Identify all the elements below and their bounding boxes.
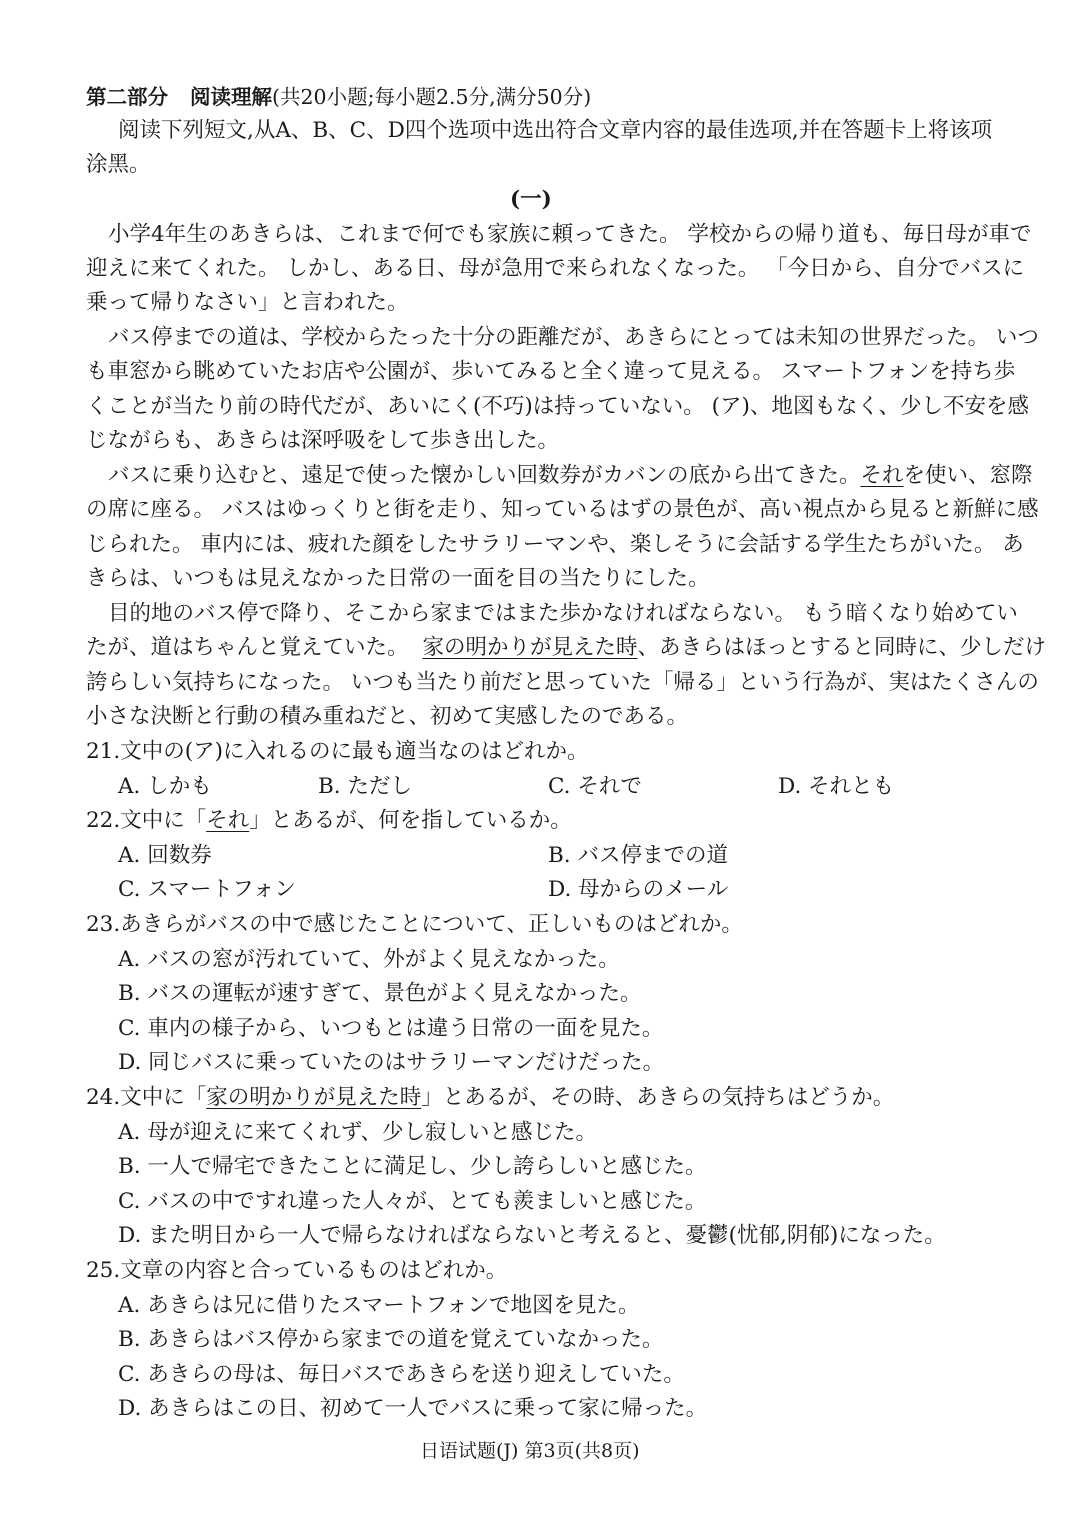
section-scoring: (共20小题;每小题2.5分,满分50分) bbox=[272, 85, 592, 109]
question-24-option-d[interactable]: D. また明日から一人で帰らなければならないと考えると、憂鬱(忧郁,阴郁)になった。 bbox=[118, 1223, 946, 1248]
section-instruction-line-1: 阅读下列短文,从A、B、C、D四个选项中选出符合文章内容的最佳选项,并在答题卡上将该项 bbox=[118, 118, 993, 143]
underlined-house-lights: 家の明かりが見えた時 bbox=[422, 635, 638, 660]
section-header bbox=[86, 80, 591, 114]
question-22-underlined: それ bbox=[206, 808, 250, 833]
passage-line: 誇らしい気持ちになった。 いつも当たり前だと思っていた「帰る」という行為が、実はたくさんの bbox=[86, 670, 1039, 695]
passage-text: たが、道はちゃんと覚えていた。 bbox=[86, 635, 409, 660]
question-24-stem-text: 」とあるが、その時、あきらの気持ちはどうか。 bbox=[421, 1085, 895, 1110]
question-25-option-c[interactable]: C. あきらの母は、毎日バスであきらを送り迎えしていた。 bbox=[118, 1362, 685, 1387]
question-21-option-d[interactable]: D. それとも bbox=[778, 774, 895, 799]
question-24-option-a[interactable]: A. 母が迎えに来てくれず、少し寂しいと感じた。 bbox=[118, 1120, 597, 1145]
underlined-sore: それ bbox=[860, 463, 904, 488]
section-part-label: 第二部分 bbox=[86, 85, 168, 109]
question-23-option-d[interactable]: D. 同じバスに乗っていたのはサラリーマンだけだった。 bbox=[118, 1050, 665, 1075]
question-21-option-c[interactable]: C. それで bbox=[548, 774, 642, 799]
passage-line: の席に座る。 バスはゆっくりと街を走り、知っているはずの景色が、高い視点から見ると新鮮に感 bbox=[86, 497, 1039, 522]
passage-line: 小学4年生のあきらは、これまで何でも家族に頼ってきた。 学校からの帰り道も、毎日母が車で bbox=[108, 222, 1032, 247]
question-21-stem: 21.文中の(ア)に入れるのに最も適当なのはどれか。 bbox=[86, 739, 589, 764]
page-footer: 日语试题(J) 第3页(共8页) bbox=[420, 1440, 640, 1462]
section-title: 阅读理解 bbox=[190, 85, 272, 109]
question-25-option-b[interactable]: B. あきらはバス停から家までの道を覚えていなかった。 bbox=[118, 1327, 664, 1352]
question-24-stem-text: 24.文中に「 bbox=[86, 1085, 207, 1110]
question-24-stem bbox=[86, 1081, 894, 1115]
passage-line: バス停までの道は、学校からたった十分の距離だが、あきらにとっては未知の世界だった。 いつ bbox=[108, 325, 1039, 350]
passage-text: 、あきらはほっとすると同時に、少しだけ bbox=[637, 635, 1047, 660]
passage-line: 迎えに来てくれた。 しかし、ある日、母が急用で来られなくなった。 「今日から、自分でバスに bbox=[86, 256, 1025, 281]
question-24-option-c[interactable]: C. バスの中ですれ違った人々が、とても羨ましいと感じた。 bbox=[118, 1189, 707, 1214]
question-25-option-a[interactable]: A. あきらは兄に借りたスマートフォンで地図を見た。 bbox=[118, 1293, 640, 1318]
question-24-option-b[interactable]: B. 一人で帰宅できたことに満足し、少し誇らしいと感じた。 bbox=[118, 1154, 707, 1179]
passage-line bbox=[108, 459, 1033, 493]
passage-text: バスに乗り込むと、遠足で使った懐かしい回数券がカバンの底から出てきた。 bbox=[108, 463, 861, 488]
question-23-option-b[interactable]: B. バスの運転が速すぎて、景色がよく見えなかった。 bbox=[118, 981, 642, 1006]
section-instruction-line-2: 涂黑。 bbox=[86, 152, 151, 177]
question-21-option-b[interactable]: B. ただし bbox=[318, 774, 412, 799]
question-22-stem-text: 22.文中に「 bbox=[86, 808, 207, 833]
passage-text: を使い、窓際 bbox=[903, 463, 1033, 488]
passage-line: じられた。 車内には、疲れた顔をしたサラリーマンや、楽しそうに会話する学生たちがいた。 あ bbox=[86, 532, 1024, 557]
passage-line bbox=[86, 631, 1046, 665]
question-22-option-c[interactable]: C. スマートフォン bbox=[118, 877, 296, 902]
passage-line: も車窓から眺めていたお店や公園が、歩いてみると全く違って見える。 スマートフォンを持ち歩 bbox=[86, 359, 1016, 384]
question-24-underlined: 家の明かりが見えた時 bbox=[206, 1085, 422, 1110]
passage-line: 乗って帰りなさい」と言われた。 bbox=[86, 290, 409, 315]
question-25-option-d[interactable]: D. あきらはこの日、初めて一人でバスに乗って家に帰った。 bbox=[118, 1396, 708, 1421]
passage-line: じながらも、あきらは深呼吸をして歩き出した。 bbox=[86, 428, 560, 453]
question-23-stem: 23.あきらがバスの中で感じたことについて、正しいものはどれか。 bbox=[86, 912, 743, 937]
question-21-option-a[interactable]: A. しかも bbox=[118, 774, 212, 799]
passage-line: 小さな決断と行動の積み重ねだと、初めて実感したのである。 bbox=[86, 704, 689, 729]
passage-line: くことが当たり前の時代だが、あいにく(不巧)は持っていない。 (ア)、地図もなく、少し不安を感 bbox=[86, 394, 1029, 419]
question-22-option-d[interactable]: D. 母からのメール bbox=[548, 877, 729, 902]
question-25-stem: 25.文章の内容と合っているものはどれか。 bbox=[86, 1258, 508, 1283]
passage-line: きらは、いつもは見えなかった日常の一面を目の当たりにした。 bbox=[86, 566, 710, 591]
question-22-option-b[interactable]: B. バス停までの道 bbox=[548, 843, 728, 868]
question-23-option-a[interactable]: A. バスの窓が汚れていて、外がよく見えなかった。 bbox=[118, 947, 620, 972]
passage-line: 目的地のバス停で降り、そこから家まではまた歩かなければならない。 もう暗くなり始めてい bbox=[108, 601, 1018, 626]
question-22-option-a[interactable]: A. 回数券 bbox=[118, 843, 212, 868]
passage-number: (一) bbox=[510, 187, 552, 212]
question-22-stem-text: 」とあるが、何を指しているか。 bbox=[249, 808, 572, 833]
question-23-option-c[interactable]: C. 車内の様子から、いつもとは違う日常の一面を見た。 bbox=[118, 1016, 664, 1041]
question-22-stem bbox=[86, 804, 572, 838]
